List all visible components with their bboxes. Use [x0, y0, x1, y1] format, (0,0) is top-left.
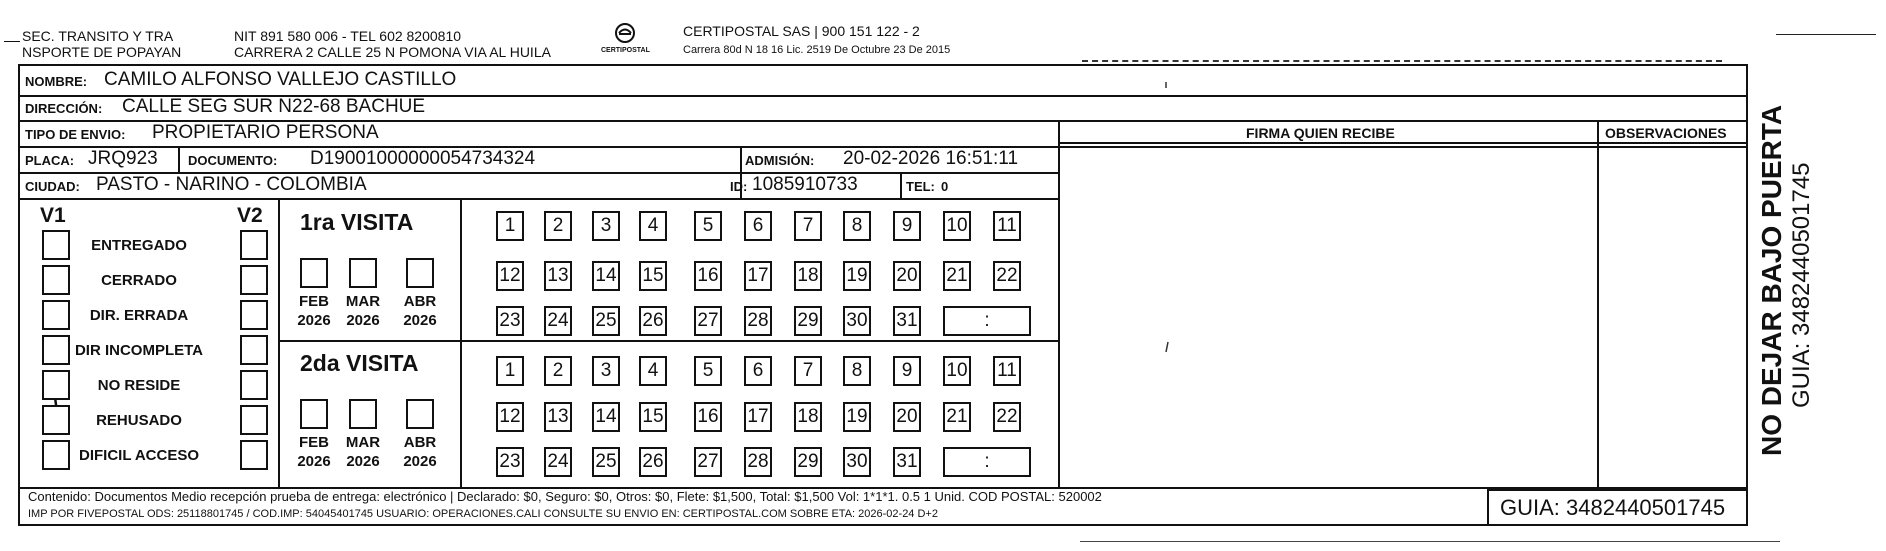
day-box-3[interactable]: 3 [592, 211, 620, 241]
time-box[interactable]: : [943, 306, 1031, 336]
day-box-31[interactable]: 31 [893, 447, 921, 477]
visit-year-label: 2026 [346, 453, 380, 470]
status-label: DIFICIL ACCESO [78, 447, 199, 464]
day-box-23[interactable]: 23 [496, 447, 524, 477]
day-box-5[interactable]: 5 [694, 211, 722, 241]
day-box-13[interactable]: 13 [544, 402, 572, 432]
footer-contents: Contenido: Documentos Medio recepción prueba de entrega: electrónico | Declarado: $0, Seguro: $0, Otros: $0, Flete: $1,500, Total: $1,500 Vol: 1*1*1. 0.5 1 Unid. COD POSTAL: 520002 [28, 489, 1102, 504]
day-box-16[interactable]: 16 [694, 261, 722, 291]
firma-header: FIRMA QUIEN RECIBE [1246, 125, 1395, 141]
day-box-25[interactable]: 25 [592, 306, 620, 336]
day-box-29[interactable]: 29 [794, 447, 822, 477]
day-box-26[interactable]: 26 [639, 447, 667, 477]
bottom-rule [1080, 541, 1780, 542]
visit-month-label: ABR [403, 434, 437, 451]
documento-value: D19001000000054734324 [310, 148, 536, 169]
day-box-2[interactable]: 2 [544, 356, 572, 386]
visit-month-checkbox[interactable] [406, 399, 434, 429]
nombre-value: CAMILO ALFONSO VALLEJO CASTILLO [104, 69, 457, 90]
day-box-2[interactable]: 2 [544, 211, 572, 241]
day-box-27[interactable]: 27 [694, 306, 722, 336]
visit-month-label: MAR [345, 434, 381, 451]
visit-month-label: MAR [345, 293, 381, 310]
day-box-30[interactable]: 30 [843, 447, 871, 477]
status-label: DIR. ERRADA [89, 307, 189, 324]
visit-year-label: 2026 [297, 453, 331, 470]
signature-area-stroke [1166, 342, 1168, 352]
visit-year-label: 2026 [403, 312, 437, 329]
day-box-9[interactable]: 9 [893, 356, 921, 386]
day-box-1[interactable]: 1 [496, 356, 524, 386]
footer-print-info: IMP POR FIVEPOSTAL ODS: 25118801745 / COD.IMP: 54045401745 USUARIO: OPERACIONES.CALI CONSULTE SU ENVIO EN: CERTIPOSTAL.COM SOBRE ETA: 2026-02-24 D+2 [28, 508, 938, 520]
day-box-25[interactable]: 25 [592, 447, 620, 477]
day-box-18[interactable]: 18 [794, 261, 822, 291]
day-box-28[interactable]: 28 [744, 306, 772, 336]
footer-guia: GUIA: 3482440501745 [1500, 495, 1726, 520]
sender-address: CARRERA 2 CALLE 25 N POMONA VIA AL HUILA [234, 44, 551, 60]
nombre-label: NOMBRE: [25, 74, 88, 89]
visit-year-label: 2026 [346, 312, 380, 329]
day-box-29[interactable]: 29 [794, 306, 822, 336]
day-box-30[interactable]: 30 [843, 306, 871, 336]
tel-value: 0 [941, 179, 949, 194]
day-box-6[interactable]: 6 [744, 356, 772, 386]
day-box-11[interactable]: 11 [993, 356, 1021, 386]
day-box-12[interactable]: 12 [496, 402, 524, 432]
day-box-20[interactable]: 20 [893, 402, 921, 432]
day-box-11[interactable]: 11 [993, 211, 1021, 241]
id-label: ID: [730, 179, 748, 194]
sender-line-2: NSPORTE DE POPAYAN [22, 44, 182, 60]
logo-wordmark: CERTIPOSTAL [601, 47, 650, 54]
id-value: 1085910733 [752, 174, 858, 195]
day-box-26[interactable]: 26 [639, 306, 667, 336]
visit-year-label: 2026 [297, 312, 331, 329]
day-box-8[interactable]: 8 [843, 211, 871, 241]
time-box[interactable]: : [943, 447, 1031, 477]
status-label: DIR INCOMPLETA [74, 342, 204, 359]
day-box-14[interactable]: 14 [592, 402, 620, 432]
tipo-envio-value: PROPIETARIO PERSONA [152, 122, 379, 143]
status-label: ENTREGADO [91, 237, 187, 254]
day-box-19[interactable]: 19 [843, 261, 871, 291]
day-box-4[interactable]: 4 [639, 356, 667, 386]
day-box-31[interactable]: 31 [893, 306, 921, 336]
visit-month-label: FEB [299, 434, 329, 451]
company-name: CERTIPOSTAL SAS | 900 151 122 - 2 [683, 23, 920, 39]
day-box-24[interactable]: 24 [544, 306, 572, 336]
tel-label: TEL: [906, 179, 935, 194]
day-box-10[interactable]: 10 [943, 356, 971, 386]
admision-value: 20-02-2026 16:51:11 [843, 148, 1019, 169]
visit-year-label: 2026 [403, 453, 437, 470]
status-label: REHUSADO [96, 412, 182, 429]
day-box-15[interactable]: 15 [639, 261, 667, 291]
v2-label: V2 [237, 204, 263, 227]
v1-label: V1 [40, 204, 66, 227]
day-box-22[interactable]: 22 [993, 261, 1021, 291]
visit-2-title: 2da VISITA [300, 350, 419, 376]
documento-label: DOCUMENTO: [188, 153, 278, 168]
day-box-19[interactable]: 19 [843, 402, 871, 432]
visit-month-checkbox[interactable] [406, 258, 434, 288]
day-box-15[interactable]: 15 [639, 402, 667, 432]
placa-value: JRQ923 [88, 148, 158, 169]
day-box-28[interactable]: 28 [744, 447, 772, 477]
day-box-4[interactable]: 4 [639, 211, 667, 241]
company-address: Carrera 80d N 18 16 Lic. 2519 De Octubre 23 De 2015 [683, 44, 951, 56]
day-box-17[interactable]: 17 [744, 402, 772, 432]
visit-month-label: FEB [299, 293, 329, 310]
day-box-23[interactable]: 23 [496, 306, 524, 336]
no-dejar-bajo-puerta-warning: NO DEJAR BAJO PUERTA [1756, 104, 1787, 456]
placa-label: PLACA: [25, 153, 75, 168]
day-box-3[interactable]: 3 [592, 356, 620, 386]
day-box-22[interactable]: 22 [993, 402, 1021, 432]
sender-nit: NIT 891 580 006 - TEL 602 8200810 [234, 28, 462, 44]
side-guia: GUIA: 3482440501745 [1788, 162, 1815, 408]
visit-month-checkbox[interactable] [300, 258, 328, 288]
observaciones-header: OBSERVACIONES [1605, 125, 1727, 141]
day-box-8[interactable]: 8 [843, 356, 871, 386]
visit-month-label: ABR [403, 293, 437, 310]
day-box-17[interactable]: 17 [744, 261, 772, 291]
day-box-21[interactable]: 21 [943, 402, 971, 432]
day-box-18[interactable]: 18 [794, 402, 822, 432]
ciudad-value: PASTO - NARINO - COLOMBIA [96, 174, 367, 195]
direccion-label: DIRECCIÓN: [25, 101, 103, 116]
direccion-value: CALLE SEG SUR N22-68 BACHUE [122, 96, 426, 117]
day-box-6[interactable]: 6 [744, 211, 772, 241]
status-label: CERRADO [101, 272, 177, 289]
day-box-7[interactable]: 7 [794, 211, 822, 241]
day-box-16[interactable]: 16 [694, 402, 722, 432]
status-label: NO RESIDE [97, 377, 181, 394]
day-box-13[interactable]: 13 [544, 261, 572, 291]
sender-line-1: SEC. TRANSITO Y TRA [22, 28, 174, 44]
day-box-14[interactable]: 14 [592, 261, 620, 291]
day-box-10[interactable]: 10 [943, 211, 971, 241]
day-box-24[interactable]: 24 [544, 447, 572, 477]
tipo-envio-label: TIPO DE ENVIO: [25, 127, 126, 142]
day-box-9[interactable]: 9 [893, 211, 921, 241]
day-box-5[interactable]: 5 [694, 356, 722, 386]
day-box-27[interactable]: 27 [694, 447, 722, 477]
day-box-1[interactable]: 1 [496, 211, 524, 241]
day-box-20[interactable]: 20 [893, 261, 921, 291]
day-box-21[interactable]: 21 [943, 261, 971, 291]
ciudad-label: CIUDAD: [25, 179, 80, 194]
visit-month-checkbox[interactable] [300, 399, 328, 429]
visit-1-title: 1ra VISITA [300, 209, 414, 235]
visit-month-checkbox[interactable] [349, 258, 377, 288]
visit-month-checkbox[interactable] [349, 399, 377, 429]
admision-label: ADMISIÓN: [745, 153, 815, 168]
day-box-7[interactable]: 7 [794, 356, 822, 386]
day-box-12[interactable]: 12 [496, 261, 524, 291]
